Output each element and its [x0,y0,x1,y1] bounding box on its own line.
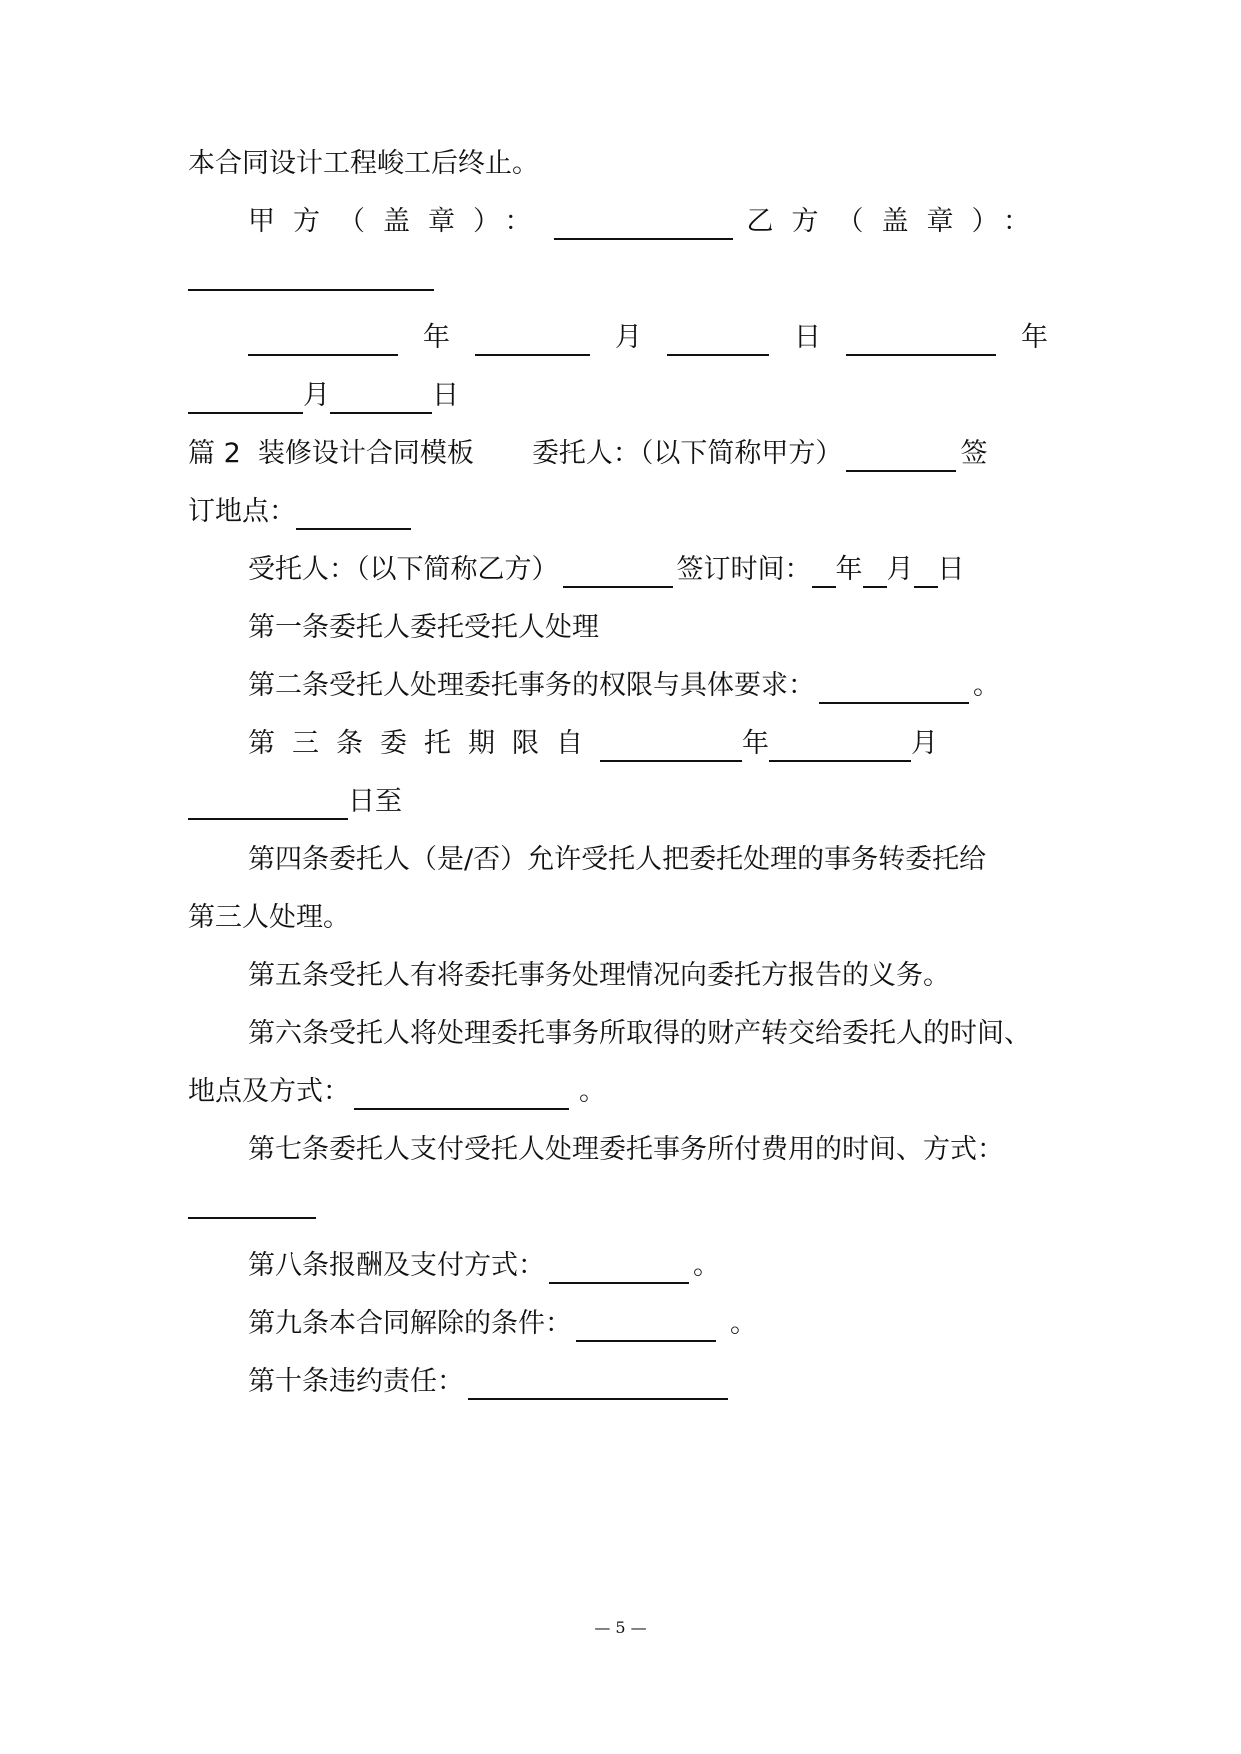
section-title: 篇 2 装修设计合同模板 [188,438,474,469]
expense-payment-blank[interactable] [188,1184,316,1219]
sign-place-blank[interactable] [296,495,411,530]
date-a-month-blank[interactable] [475,321,590,356]
principal-label: 委托人：（以下简称甲方） [531,438,843,469]
remuneration-blank[interactable] [549,1249,689,1284]
page-number: — 5 — [594,1618,647,1637]
termination-conditions-blank[interactable] [576,1307,716,1342]
article-10: 第十条违约责任： [0,1358,1241,1406]
article-8: 第八条报酬及支付方式： 。 [0,1242,1241,1290]
article-3: 第三条委托期限自 年 月 [0,720,1241,768]
term-year-blank[interactable] [600,727,742,762]
date-b-day-blank[interactable] [330,379,432,414]
agent-label: 受托人：（以下简称乙方） [248,554,559,585]
signature-date-line-2: 月 日 [0,372,1241,420]
article-6: 第六条受托人将处理委托事务所取得的财产转交给委托人的时间、 [248,1018,1031,1049]
party-a-seal-blank[interactable] [554,205,733,240]
date-b-year-blank[interactable] [846,321,996,356]
party-b-seal-blank[interactable] [188,256,434,291]
article-4-cont: 第三人处理。 [188,902,350,933]
liability-blank[interactable] [468,1365,728,1400]
date-b-month-blank[interactable] [188,379,303,414]
term-day-blank[interactable] [188,785,348,820]
date-a-year-blank[interactable] [248,321,398,356]
article-5: 第五条受托人有将委托事务处理情况向委托方报告的义务。 [248,960,950,991]
signature-date-line: 年 月 日 年 [0,314,1241,362]
article-2: 第二条受托人处理委托事务的权限与具体要求： 。 [0,662,1241,710]
sign-month-blank[interactable] [863,553,887,588]
term-month-blank[interactable] [769,727,911,762]
sign-place-line: 订地点： [0,488,1241,536]
authority-blank[interactable] [819,669,969,704]
signature-parties-line [0,198,1241,246]
sign-year-blank[interactable] [812,553,836,588]
section-2-heading-line: 篇 2 装修设计合同模板 委托人：（以下简称甲方） 签 [0,430,1241,478]
agent-line: 受托人：（以下简称乙方） 签订时间： 年 月 日 [0,546,1241,594]
party-a-seal-label: 甲方（盖章）： [248,206,550,237]
date-a-day-blank[interactable] [667,321,769,356]
article-7-cont [0,1184,1241,1232]
party-b-seal-line [0,256,1241,304]
article-9: 第九条本合同解除的条件： 。 [0,1300,1241,1348]
article-7: 第七条委托人支付受托人处理委托事务所付费用的时间、方式： [248,1134,1004,1165]
principal-blank[interactable] [846,437,956,472]
paragraph-termination: 本合同设计工程峻工后终止。 [188,148,539,179]
article-4: 第四条委托人（是/否）允许受托人把委托处理的事务转委托给 [248,844,987,875]
article-1: 第一条委托人委托受托人处理 [248,612,599,643]
property-transfer-blank[interactable] [354,1075,569,1110]
party-b-seal-label: 乙方（盖章）： [746,206,1048,237]
agent-blank[interactable] [563,553,673,588]
sign-day-blank[interactable] [914,553,938,588]
article-6-cont: 地点及方式： 。 [0,1068,1241,1116]
article-3-cont: 日至 [0,778,1241,826]
